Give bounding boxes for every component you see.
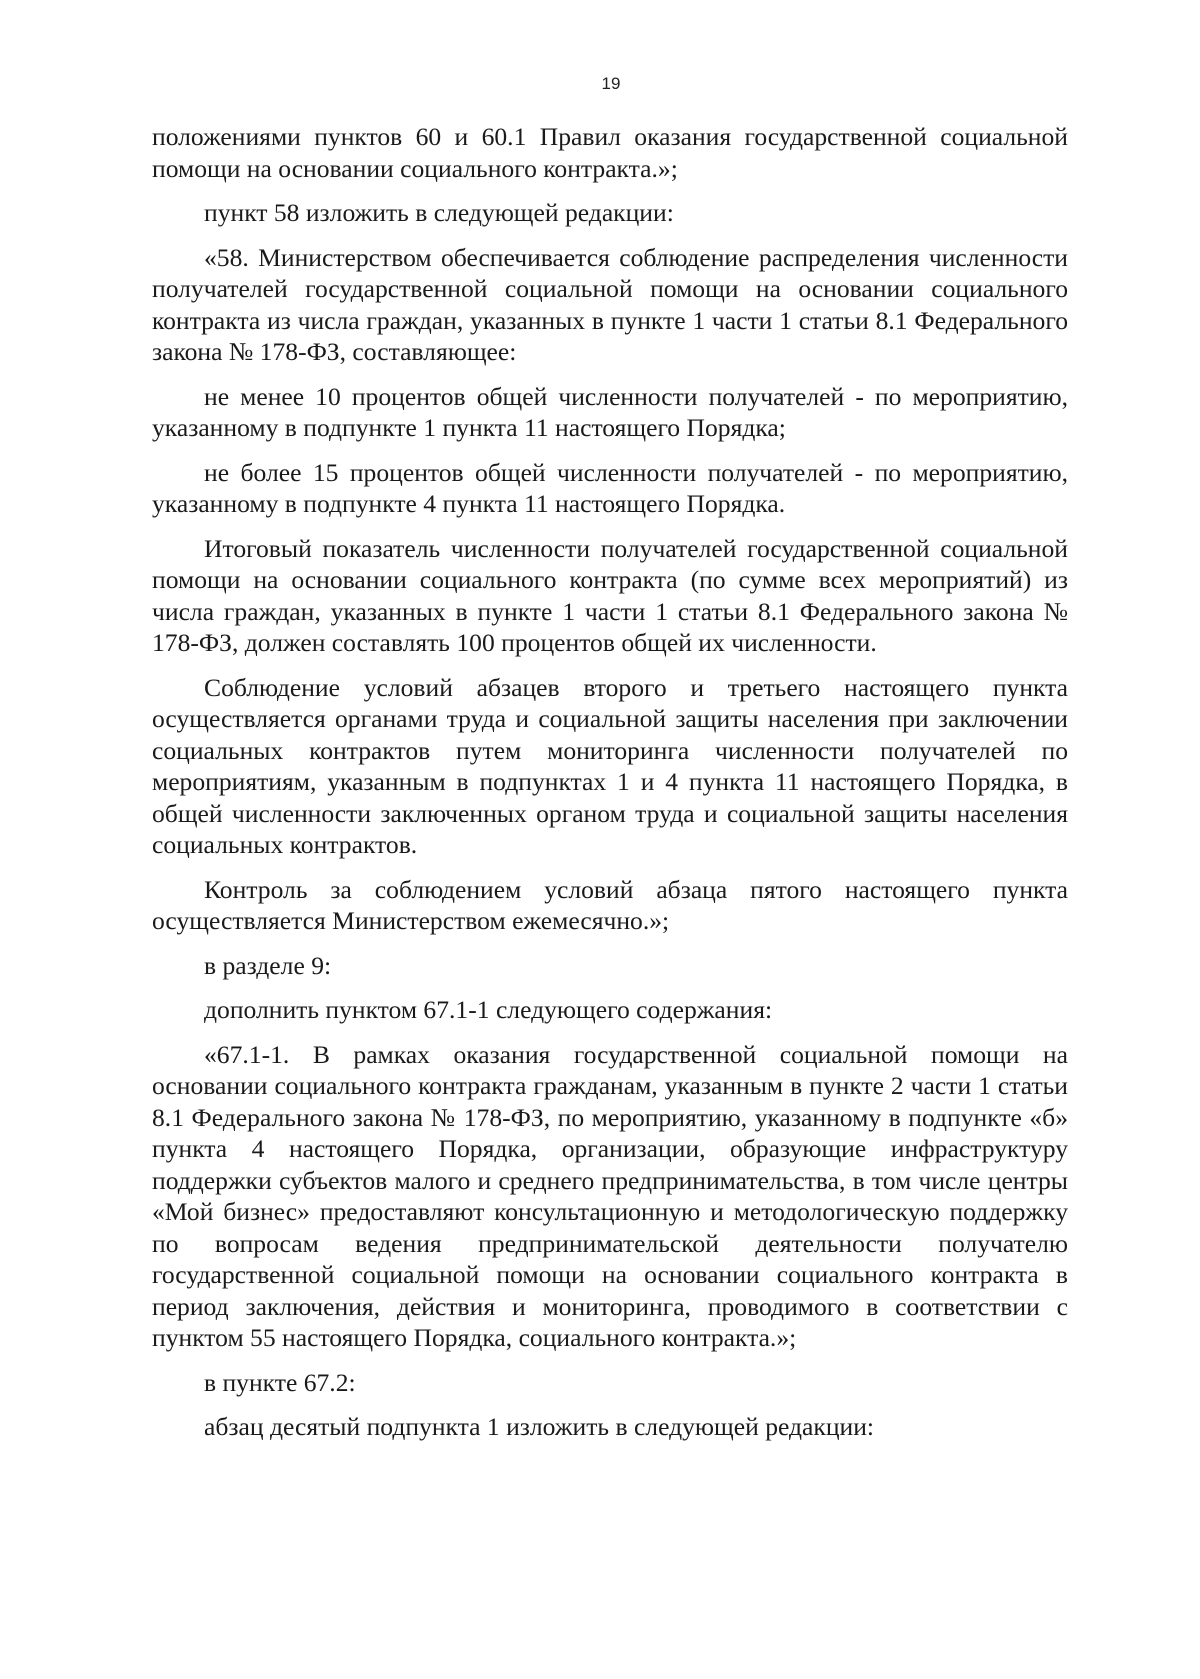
document-body <box>152 121 1068 1443</box>
paragraph-section-9: в разделе 9: <box>204 950 332 980</box>
paragraph-tenth-abzac: абзац десятый подпункта 1 изложить в следующей редакции: <box>204 1412 875 1441</box>
paragraph-compliance: Соблюдение условий абзацев второго и третьего настоящего пункта осуществляется органами труда и социальной защиты населения при заключении социальных контрактов путем мониторинга численности получателей по мероприятиям, указанным в подпунктах 1 и 4 пункта 11 настоящего Порядка, в общей численности заключенных органом труда и социальной защиты населения социальных контрактов. <box>152 672 1068 859</box>
paragraph-max-15-percent: не более 15 процентов общей численности получателей - по мероприятию, указанному в подпункте 4 пункта 11 настоящего Порядка. <box>152 457 1068 518</box>
paragraph-item-58: «58. Министерством обеспечивается соблюдение распределения численности получателей государственной социальной помощи на основании социального контракта из числа граждан, указанных в пункте 1 части 1 статьи 8.1 Федерального закона № 178-ФЗ, составляющее: <box>152 242 1068 366</box>
paragraph-min-10-percent: не менее 10 процентов общей численности получателей - по мероприятию, указанному в подпункте 1 пункта 11 настоящего Порядка; <box>152 381 1068 442</box>
page-number: 19 <box>601 74 621 93</box>
paragraph-add-item-67-1-1: дополнить пунктом 67.1-1 следующего содержания: <box>204 995 773 1024</box>
paragraph-item-67-1-1: «67.1-1. В рамках оказания государственной социальной помощи на основании социального контракта гражданам, указанным в пункте 2 части 1 статьи 8.1 Федерального закона № 178-ФЗ, по мероприятию, указанному в подпункте «б» пункта 4 настоящего Порядка, организации, образующие инфраструктуру поддержки субъектов малого и среднего предпринимательства, в том числе центры «Мой бизнес» предоставляют консультационную и методологическую поддержку по вопросам ведения предпринимательской деятельности получателю государственной социальной помощи на основании социального контракта в период заключения, действия и мониторинга, проводимого в соответствии с пунктом 55 настоящего Порядка, социального контракта.»; <box>152 1039 1068 1352</box>
paragraph-continuation: положениями пунктов 60 и 60.1 Правил оказания государственной социальной помощи на основании социального контракта.»; <box>152 122 1068 183</box>
paragraph-item-67-2: в пункте 67.2: <box>204 1367 356 1397</box>
paragraph-amend-item-58: пункт 58 изложить в следующей редакции: <box>204 198 674 227</box>
paragraph-total-indicator: Итоговый показатель численности получателей государственной социальной помощи на основании социального контракта (по сумме всех мероприятий) из числа граждан, указанных в пункте 1 части 1 статьи 8.1 Федерального закона № 178-ФЗ, должен составлять 100 процентов общей их численности. <box>152 533 1068 657</box>
paragraph-control: Контроль за соблюдением условий абзаца пятого настоящего пункта осуществляется Министерством ежемесячно.»; <box>152 874 1068 935</box>
